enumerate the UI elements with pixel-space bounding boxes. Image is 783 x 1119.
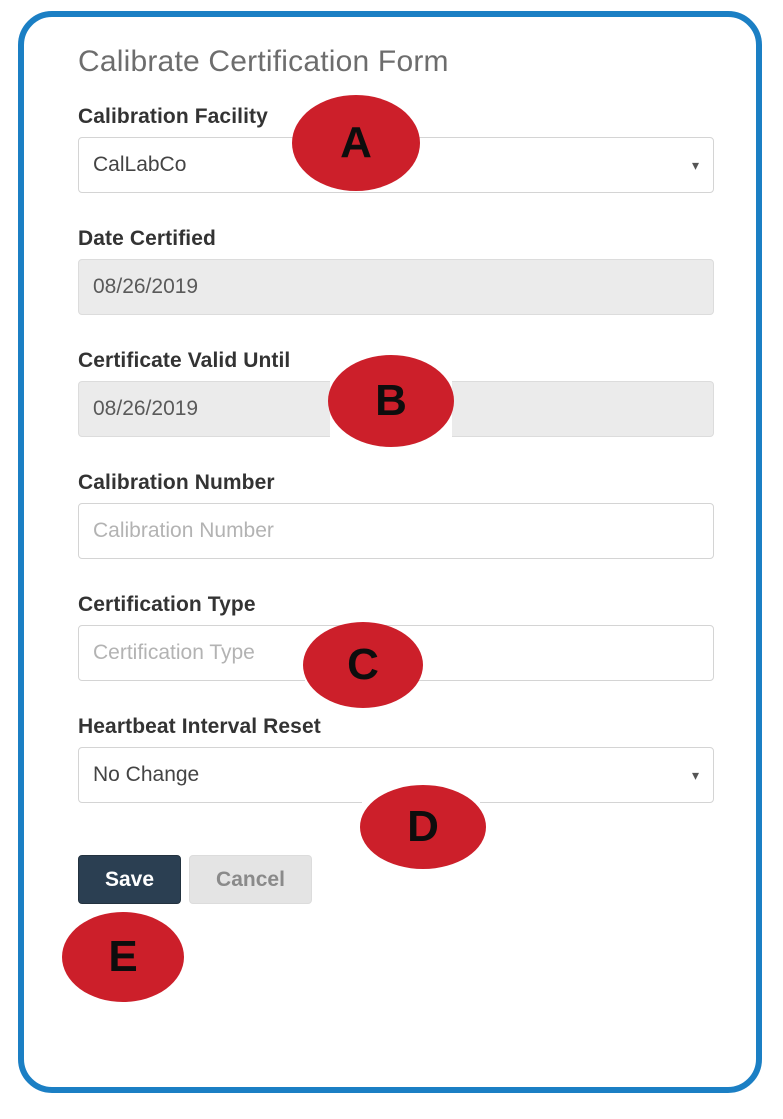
spacer — [58, 321, 734, 349]
label-certificate-valid-until: Certificate Valid Until — [78, 349, 291, 372]
input-certificate-valid-until-value: 08/26/2019 — [93, 397, 199, 420]
input-calibration-number-placeholder: Calibration Number — [93, 519, 274, 542]
marker-c: C — [303, 622, 423, 708]
field-calibration-number — [78, 471, 714, 559]
chevron-down-icon: ▾ — [691, 157, 699, 173]
marker-b: B — [328, 355, 454, 447]
label-certification-type: Certification Type — [78, 593, 256, 616]
marker-e: E — [62, 912, 184, 1002]
save-button[interactable]: Save — [78, 855, 181, 904]
input-date-certified[interactable] — [78, 259, 714, 315]
chevron-down-icon: ▾ — [691, 767, 699, 783]
marker-a: A — [292, 95, 420, 191]
page-title: Calibrate Certification Form — [78, 45, 449, 78]
input-date-certified-value: 08/26/2019 — [93, 275, 199, 298]
spacer — [58, 565, 734, 593]
label-date-certified: Date Certified — [78, 227, 216, 250]
marker-d: D — [360, 785, 486, 869]
input-certification-type-placeholder: Certification Type — [93, 641, 255, 664]
select-calibration-facility-value: CalLabCo — [93, 153, 187, 176]
input-calibration-number[interactable] — [78, 503, 714, 559]
spacer — [58, 199, 734, 227]
label-calibration-number: Calibration Number — [78, 471, 275, 494]
spacer — [58, 443, 734, 471]
cancel-button[interactable]: Cancel — [189, 855, 312, 904]
select-heartbeat-interval-reset-value: No Change — [93, 763, 200, 786]
label-calibration-facility: Calibration Facility — [78, 105, 268, 128]
field-date-certified — [78, 227, 714, 315]
label-heartbeat-interval-reset: Heartbeat Interval Reset — [78, 715, 321, 738]
